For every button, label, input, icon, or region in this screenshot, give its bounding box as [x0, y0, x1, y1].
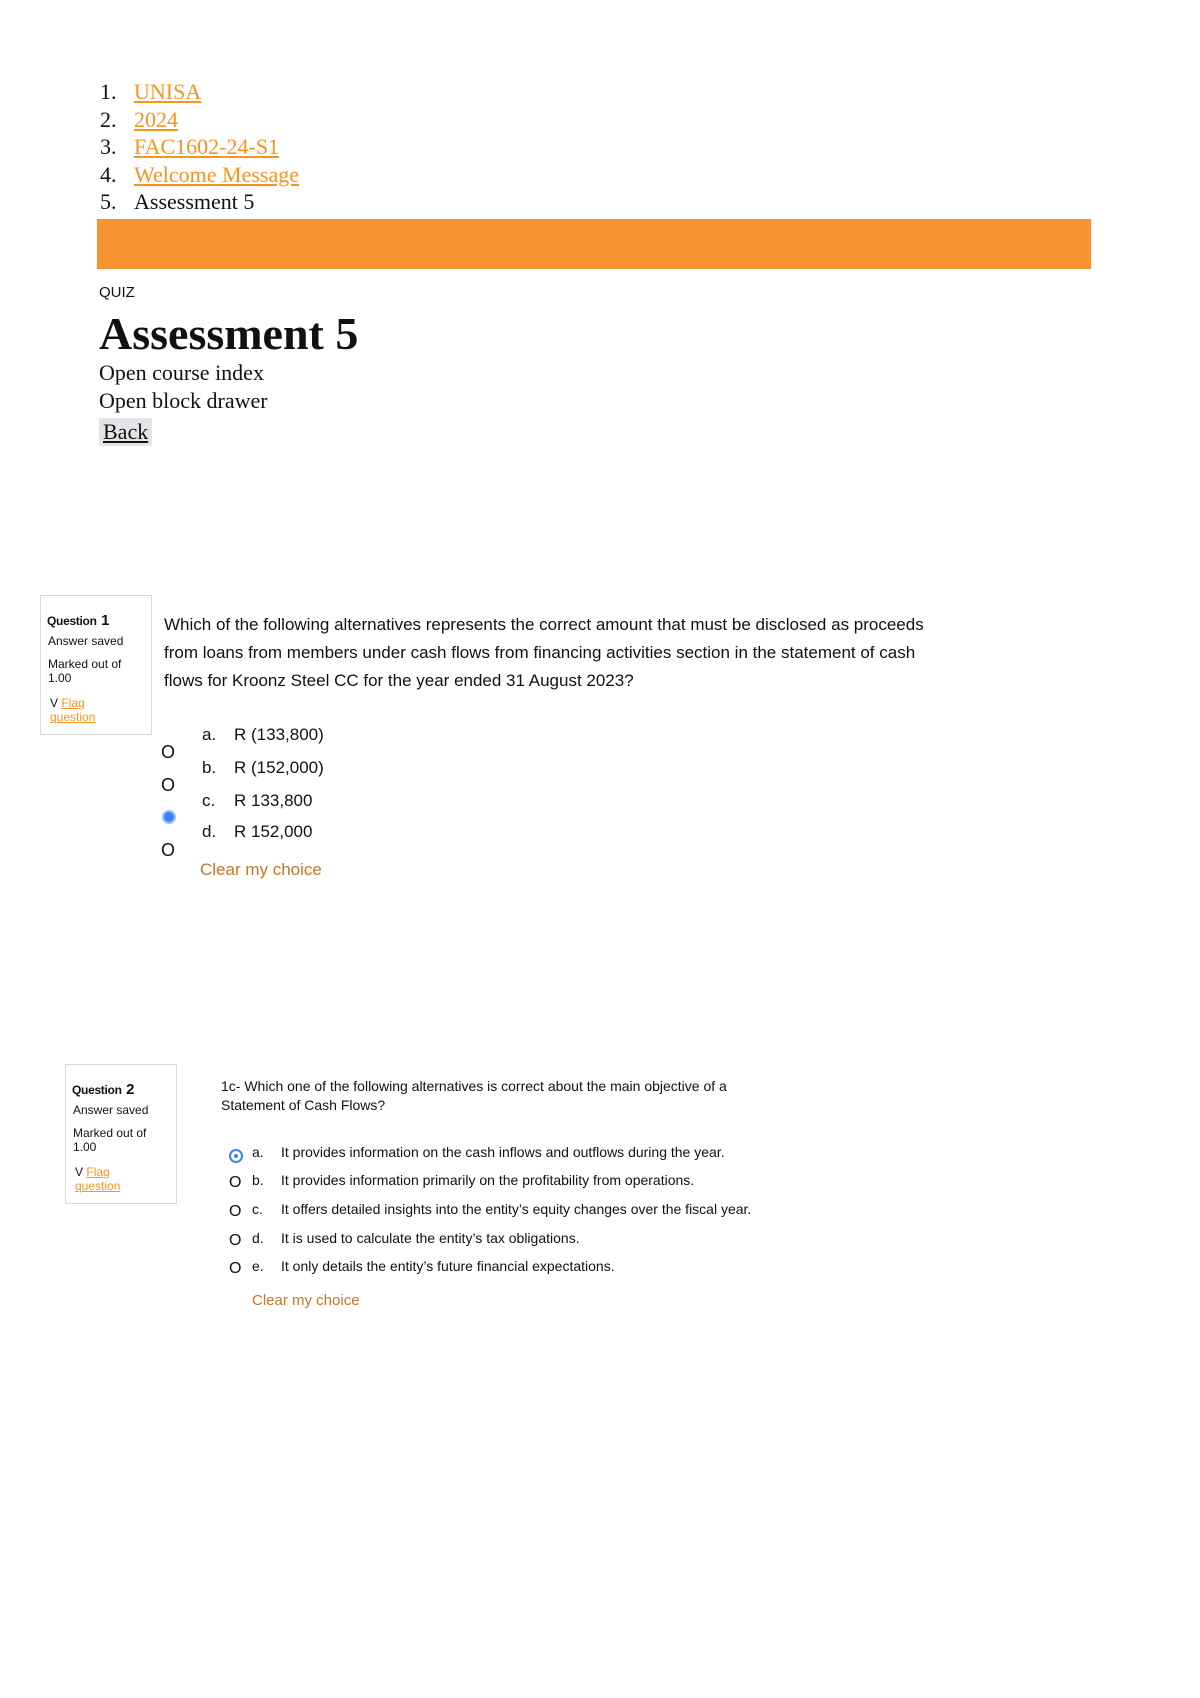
- question-marked-value: 1.00: [48, 671, 72, 685]
- flag-question-link[interactable]: Flag: [86, 1165, 110, 1179]
- question-marked-value: 1.00: [73, 1140, 97, 1154]
- radio-option-c[interactable]: O: [229, 1203, 242, 1220]
- breadcrumb: [100, 78, 299, 216]
- radio-option-b[interactable]: O: [229, 1174, 242, 1191]
- answer-option[interactable]: b. It provides information primarily on the profitability from operations.: [252, 1172, 695, 1188]
- breadcrumb-link-2024[interactable]: 2024: [134, 106, 178, 132]
- answer-option[interactable]: c. It offers detailed insights into the entity’s equity changes over the fiscal year.: [252, 1201, 752, 1217]
- header-banner: [97, 219, 1091, 269]
- breadcrumb-item: 1. UNISA: [100, 79, 202, 104]
- answer-option[interactable]: a. It provides information on the cash inflows and outflows during the year.: [252, 1144, 725, 1160]
- question-number: Question 1: [47, 612, 110, 629]
- flag-icon: V: [75, 1165, 84, 1179]
- flag-icon: V: [50, 696, 59, 710]
- answer-option[interactable]: b. R (152,000): [202, 758, 324, 777]
- flag-question[interactable]: [75, 1165, 120, 1193]
- activity-type-label: QUIZ: [99, 284, 135, 301]
- answer-option[interactable]: c. R 133,800: [202, 791, 313, 810]
- question-info-box: [65, 1064, 177, 1204]
- open-block-drawer-button[interactable]: Open block drawer: [99, 388, 268, 413]
- question-marked-label: Marked out of: [73, 1126, 147, 1140]
- breadcrumb-current: Assessment 5: [134, 189, 255, 214]
- radio-option-c-selected[interactable]: [162, 810, 176, 824]
- page-title: Assessment 5: [99, 308, 359, 359]
- breadcrumb-link-course[interactable]: FAC1602-24-S1: [134, 134, 280, 159]
- radio-option-d[interactable]: O: [229, 1232, 242, 1249]
- clear-choice-link[interactable]: Clear my choice: [200, 860, 322, 879]
- breadcrumb-link-unisa[interactable]: UNISA: [134, 79, 202, 104]
- radio-option-a-selected[interactable]: [229, 1149, 243, 1163]
- answer-option[interactable]: a. R (133,800): [202, 725, 324, 744]
- flag-question-link[interactable]: Flag: [61, 696, 85, 710]
- flag-question-link[interactable]: question: [75, 1179, 121, 1193]
- question-text: Which of the following alternatives represents the correct amount that must be disclosed as proceeds from loans from members under cash flows from financing activities section in the statement of cash flows for Kroonz Steel CC for the year ended 31 August 2023?: [164, 615, 924, 690]
- question-number: Question 2: [72, 1081, 135, 1098]
- answer-option[interactable]: d. It is used to calculate the entity’s tax obligations.: [252, 1230, 580, 1246]
- radio-option-b[interactable]: O: [161, 775, 176, 795]
- answer-option[interactable]: d. R 152,000: [202, 822, 313, 841]
- breadcrumb-item: 5. Assessment 5: [100, 189, 255, 214]
- radio-option-e[interactable]: O: [229, 1260, 242, 1277]
- radio-option-a[interactable]: O: [161, 742, 176, 762]
- question-marked-label: Marked out of: [48, 657, 122, 671]
- breadcrumb-item: 2. 2024: [100, 106, 178, 132]
- question-text: 1c- Which one of the following alternatives is correct about the main objective of a Statement of Cash Flows?: [221, 1078, 727, 1113]
- question-info-box: [40, 595, 152, 735]
- radio-option-d[interactable]: O: [161, 840, 176, 860]
- clear-choice-link[interactable]: Clear my choice: [252, 1292, 360, 1309]
- flag-question-link[interactable]: question: [50, 710, 96, 724]
- question-status: Answer saved: [73, 1103, 149, 1117]
- question-status: Answer saved: [48, 634, 124, 648]
- open-course-index-button[interactable]: Open course index: [99, 360, 264, 385]
- back-button[interactable]: Back: [99, 418, 152, 446]
- breadcrumb-item: 4. Welcome Message: [100, 161, 299, 187]
- answer-option[interactable]: e. It only details the entity’s future financial expectations.: [252, 1258, 615, 1274]
- breadcrumb-item: 3. FAC1602-24-S1: [100, 134, 280, 159]
- flag-question[interactable]: [50, 696, 95, 724]
- breadcrumb-link-welcome[interactable]: Welcome Message: [134, 161, 299, 187]
